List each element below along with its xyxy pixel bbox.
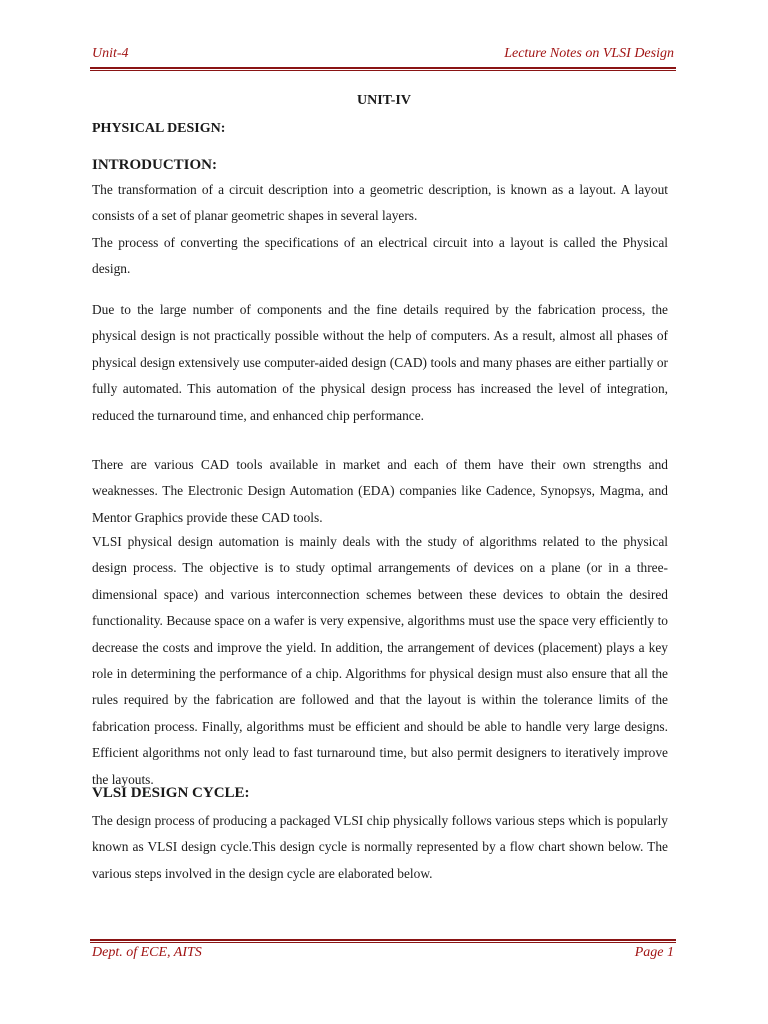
footer-divider [90,939,676,943]
body-paragraph-eda: There are various CAD tools available in market and each of them have their own strengths and weaknesses. The Electronic Design Automation (EDA) companies like Cadence, Synopsys, Magma, and Mentor Graphics provide these CAD tools. [92,457,668,525]
body-paragraph-cad: Due to the large number of components and the fine details required by the fabrication process, the physical design is not practically possible without the help of computers. As a result, almost all phases of physical design extensively use computer-aided design (CAD) tools and many phases are either partially or fully automated. This automation of the physical design process has increased the level of integration, reduced the turnaround time, and enhanced chip performance. [92,302,668,423]
introduction-heading: INTRODUCTION: [92,157,218,173]
intro-paragraph-layout: The transformation of a circuit description into a geometric description, is known as a layout. A layout consists of a set of planar geometric shapes in several layers. [92,182,668,224]
section-title: PHYSICAL DESIGN: [92,121,226,136]
footer-page-number: Page 1 [634,945,674,960]
page-footer [92,945,674,965]
vlsi-design-cycle-heading: VLSI DESIGN CYCLE: [92,785,250,801]
intro-paragraph-physical-design: The process of converting the specifications of an electrical circuit into a layout is called the Physical design. [92,235,668,277]
header-unit-label: Unit-4 [92,46,129,61]
design-cycle-paragraph: The design process of producing a packaged VLSI chip physically follows various steps which is popularly known as VLSI design cycle.This design cycle is normally represented by a flow chart shown below. The various steps involved in the design cycle are elaborated below. [92,813,668,881]
page-header [92,46,674,66]
footer-department: Dept. of ECE, AITS [92,945,202,960]
body-paragraph-automation: VLSI physical design automation is mainly deals with the study of algorithms related to the physical design process. The objective is to study optimal arrangements of devices on a plane (or in a three-dimensional space) and various interconnection schemes between these devices to obtain the desired functionality. Because space on a wafer is very expensive, algorithms must use the space very efficiently to decrease the costs and improve the yield. In addition, the arrangement of devices (placement) plays a key role in determining the performance of a chip. Algorithms for physical design must also ensure that all the rules required by the fabrication are followed and that the layout is within the tolerance limits of the fabrication process. Finally, algorithms must be efficient and should be able to handle very large designs. Efficient algorithms not only lead to fast turnaround time, but also permit designers to iteratively improve the layouts. [92,534,668,787]
header-course-title: Lecture Notes on VLSI Design [504,46,674,61]
unit-title: UNIT-IV [357,93,411,108]
header-divider [90,67,676,71]
